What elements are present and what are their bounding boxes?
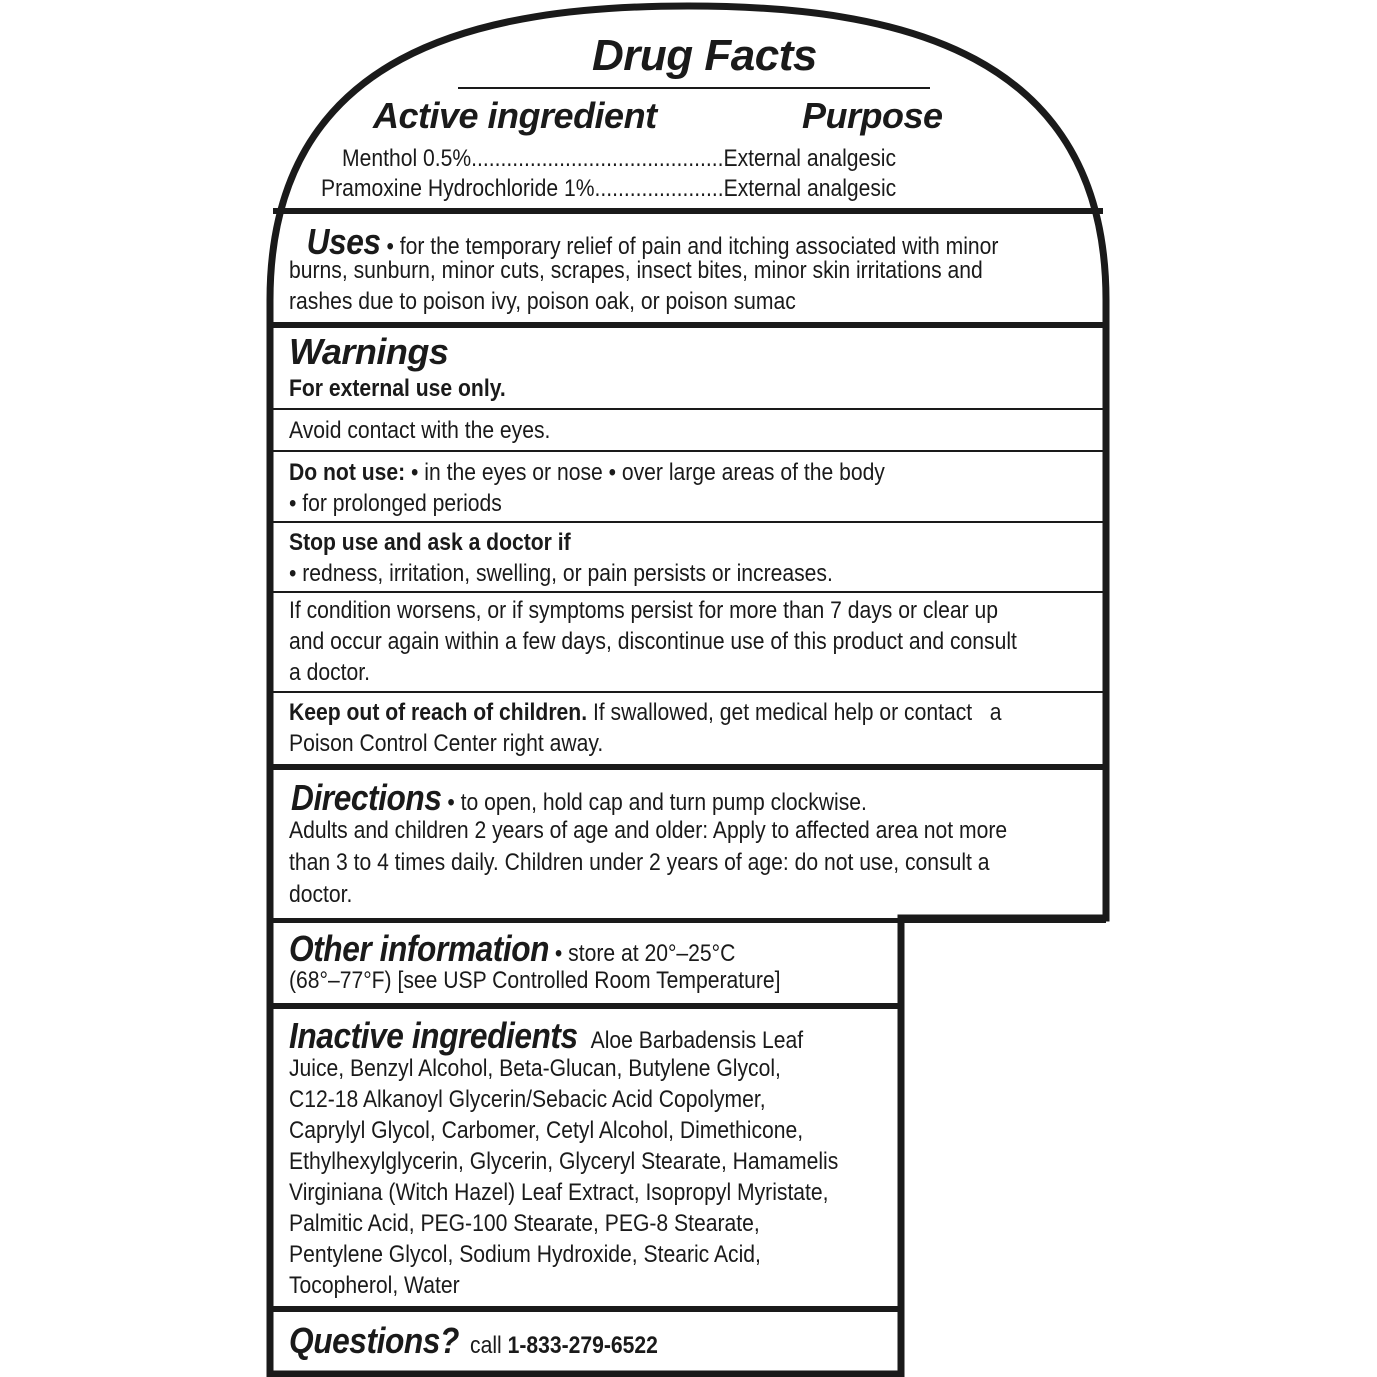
active-row <box>342 143 896 174</box>
title-underline <box>458 87 930 89</box>
warnings-heading: Warnings <box>289 331 449 372</box>
questions-call: call <box>470 1332 502 1359</box>
inactive-section <box>289 1016 803 1056</box>
section-divider <box>273 764 1103 770</box>
section-divider <box>273 1003 901 1009</box>
inactive-heading: Inactive ingredients <box>289 1015 578 1056</box>
thin-divider <box>273 521 1103 523</box>
condition-line: If condition worsens, or if symptoms persist for more than 7 days or clear up <box>289 597 998 624</box>
do-not-use-text <box>289 457 885 488</box>
inactive-line: Tocopherol, Water <box>289 1272 460 1299</box>
phone-number[interactable]: 1-833-279-6522 <box>507 1332 658 1359</box>
section-divider <box>273 918 1106 923</box>
inactive-line: Ethylhexylglycerin, Glycerin, Glyceryl Stearate, Hamamelis <box>289 1148 839 1175</box>
directions-line: doctor. <box>289 881 353 908</box>
purpose-heading: Purpose <box>802 95 943 136</box>
do-not-use-line: • for prolonged periods <box>289 490 502 517</box>
section-divider <box>273 1306 901 1312</box>
external-use-text: For external use only. <box>289 375 506 402</box>
uses-line: burns, sunburn, minor cuts, scrapes, insect bites, minor skin irritations and <box>289 257 983 284</box>
label-title: Drug Facts <box>592 31 817 80</box>
do-not-use-label: Do not use: <box>289 459 406 486</box>
other-info-heading: Other information <box>289 928 550 969</box>
directions-line: Adults and children 2 years of age and older: Apply to affected area not more <box>289 817 1008 844</box>
questions-section <box>289 1321 658 1361</box>
inactive-line: C12-18 Alkanoyl Glycerin/Sebacic Acid Copolymer, <box>289 1086 766 1113</box>
stop-use-line: • redness, irritation, swelling, or pain persists or increases. <box>289 560 833 587</box>
keep-out-line: Poison Control Center right away. <box>289 730 604 757</box>
section-divider <box>273 208 1103 214</box>
inactive-line: Aloe Barbadensis Leaf <box>590 1027 804 1054</box>
ingredient-purpose: External analgesic <box>723 175 897 202</box>
keep-out-label: Keep out of reach of children. <box>289 699 588 726</box>
directions-section <box>291 778 867 818</box>
inactive-line: Juice, Benzyl Alcohol, Beta-Glucan, Butylene Glycol, <box>289 1055 781 1082</box>
other-info-line: • store at 20°–25°C <box>554 940 736 967</box>
do-not-use-line: • in the eyes or nose • over large areas of the body <box>411 459 885 486</box>
section-divider <box>273 322 1103 328</box>
condition-line: and occur again within a few days, discontinue use of this product and consult <box>289 628 1017 655</box>
avoid-eyes-text: Avoid contact with the eyes. <box>289 417 551 444</box>
questions-heading: Questions? <box>289 1320 459 1361</box>
active-row <box>321 173 896 204</box>
thin-divider <box>273 591 1103 593</box>
directions-heading: Directions <box>291 777 442 818</box>
inactive-line: Caprylyl Glycol, Carbomer, Cetyl Alcohol, Dimethicone, <box>289 1117 804 1144</box>
leader-dots: ...................... <box>594 175 724 202</box>
inactive-line: Pentylene Glycol, Sodium Hydroxide, Stearic Acid, <box>289 1241 761 1268</box>
other-info-line: (68°–77°F) [see USP Controlled Room Temperature] <box>289 967 781 994</box>
uses-heading: Uses <box>306 221 381 262</box>
ingredient-purpose: External analgesic <box>723 145 897 172</box>
ingredient-name: Menthol 0.5% <box>342 145 472 172</box>
keep-out-rest: If swallowed, get medical help or contact a <box>592 699 1002 726</box>
thin-divider <box>273 450 1103 452</box>
condition-line: a doctor. <box>289 659 371 686</box>
ingredient-name: Pramoxine Hydrochloride 1% <box>321 175 595 202</box>
thin-divider <box>273 691 1103 693</box>
uses-line: • for the temporary relief of pain and itching associated with minor <box>386 233 999 260</box>
active-ingredient-heading: Active ingredient <box>373 95 657 136</box>
inactive-line: Palmitic Acid, PEG-100 Stearate, PEG-8 Stearate, <box>289 1210 760 1237</box>
inactive-line: Virginiana (Witch Hazel) Leaf Extract, Isopropyl Myristate, <box>289 1179 829 1206</box>
other-info-section <box>289 929 735 969</box>
directions-line: than 3 to 4 times daily. Children under 2 years of age: do not use, consult a <box>289 849 990 876</box>
stop-use-label: Stop use and ask a doctor if <box>289 529 571 556</box>
uses-line: rashes due to poison ivy, poison oak, or poison sumac <box>289 288 796 315</box>
thin-divider <box>273 408 1103 410</box>
directions-line: • to open, hold cap and turn pump clockwise. <box>447 789 867 816</box>
leader-dots: ........................................... <box>471 145 724 172</box>
keep-out-text <box>289 697 1001 728</box>
